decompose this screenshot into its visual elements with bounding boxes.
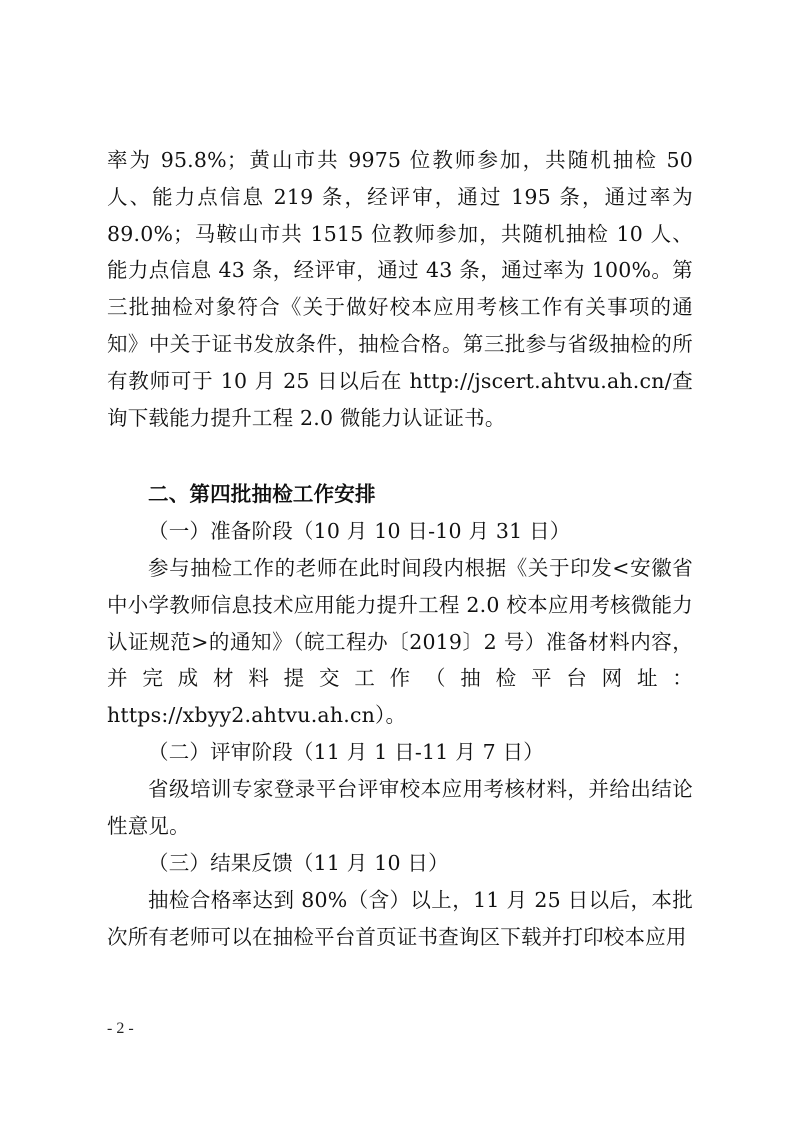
subheading-preparation-stage: （一）准备阶段（10 月 10 日-10 月 31 日） bbox=[148, 519, 571, 543]
paragraph-review: 省级培训专家登录平台评审校本应用考核材料，并给出结论性意见。 bbox=[107, 777, 693, 838]
subheading-result-feedback: （三）结果反馈（11 月 10 日） bbox=[148, 851, 449, 875]
page-number: - 2 - bbox=[107, 1020, 134, 1037]
section-heading-fourth-batch: 二、第四批抽检工作安排 bbox=[148, 482, 376, 506]
paragraph-preparation: 参与抽检工作的老师在此时间段内根据《关于印发<安徽省中小学教师信息技术应用能力提升工程 2.0 校本应用考核微能力认证规范>的通知》（皖工程办〔2019〕2 号）准备材料内容，并完成材料提交工作（抽检平台网址：https://xbyy2.ahtvu.ah.cn）。 bbox=[107, 556, 693, 728]
subheading-review-stage: （二）评审阶段（11 月 1 日-11 月 7 日） bbox=[148, 740, 544, 764]
paragraph-feedback: 抽检合格率达到 80%（含）以上，11 月 25 日以后，本批次所有老师可以在抽检平台首页证书查询区下载并打印校本应用 bbox=[107, 888, 693, 949]
paragraph-third-batch-results: 率为 95.8%；黄山市共 9975 位教师参加，共随机抽检 50 人、能力点信息 219 条，经评审，通过 195 条，通过率为 89.0%；马鞍山市共 1515 位教师参加，共随机抽检 10 人、能力点信息 43 条，经评审，通过 43 条，通过率为 100%。第三批抽检对象符合《关于做好校本应用考核工作有关事项的通知》中关于证书发放条件，抽检合格。第三批参与省级抽检的所有教师可于 10 月 25 日以后在 http://jscert.ahtvu.ah.cn/查询下载能力提升工程 2.0 微能力认证证书。 bbox=[107, 148, 693, 430]
